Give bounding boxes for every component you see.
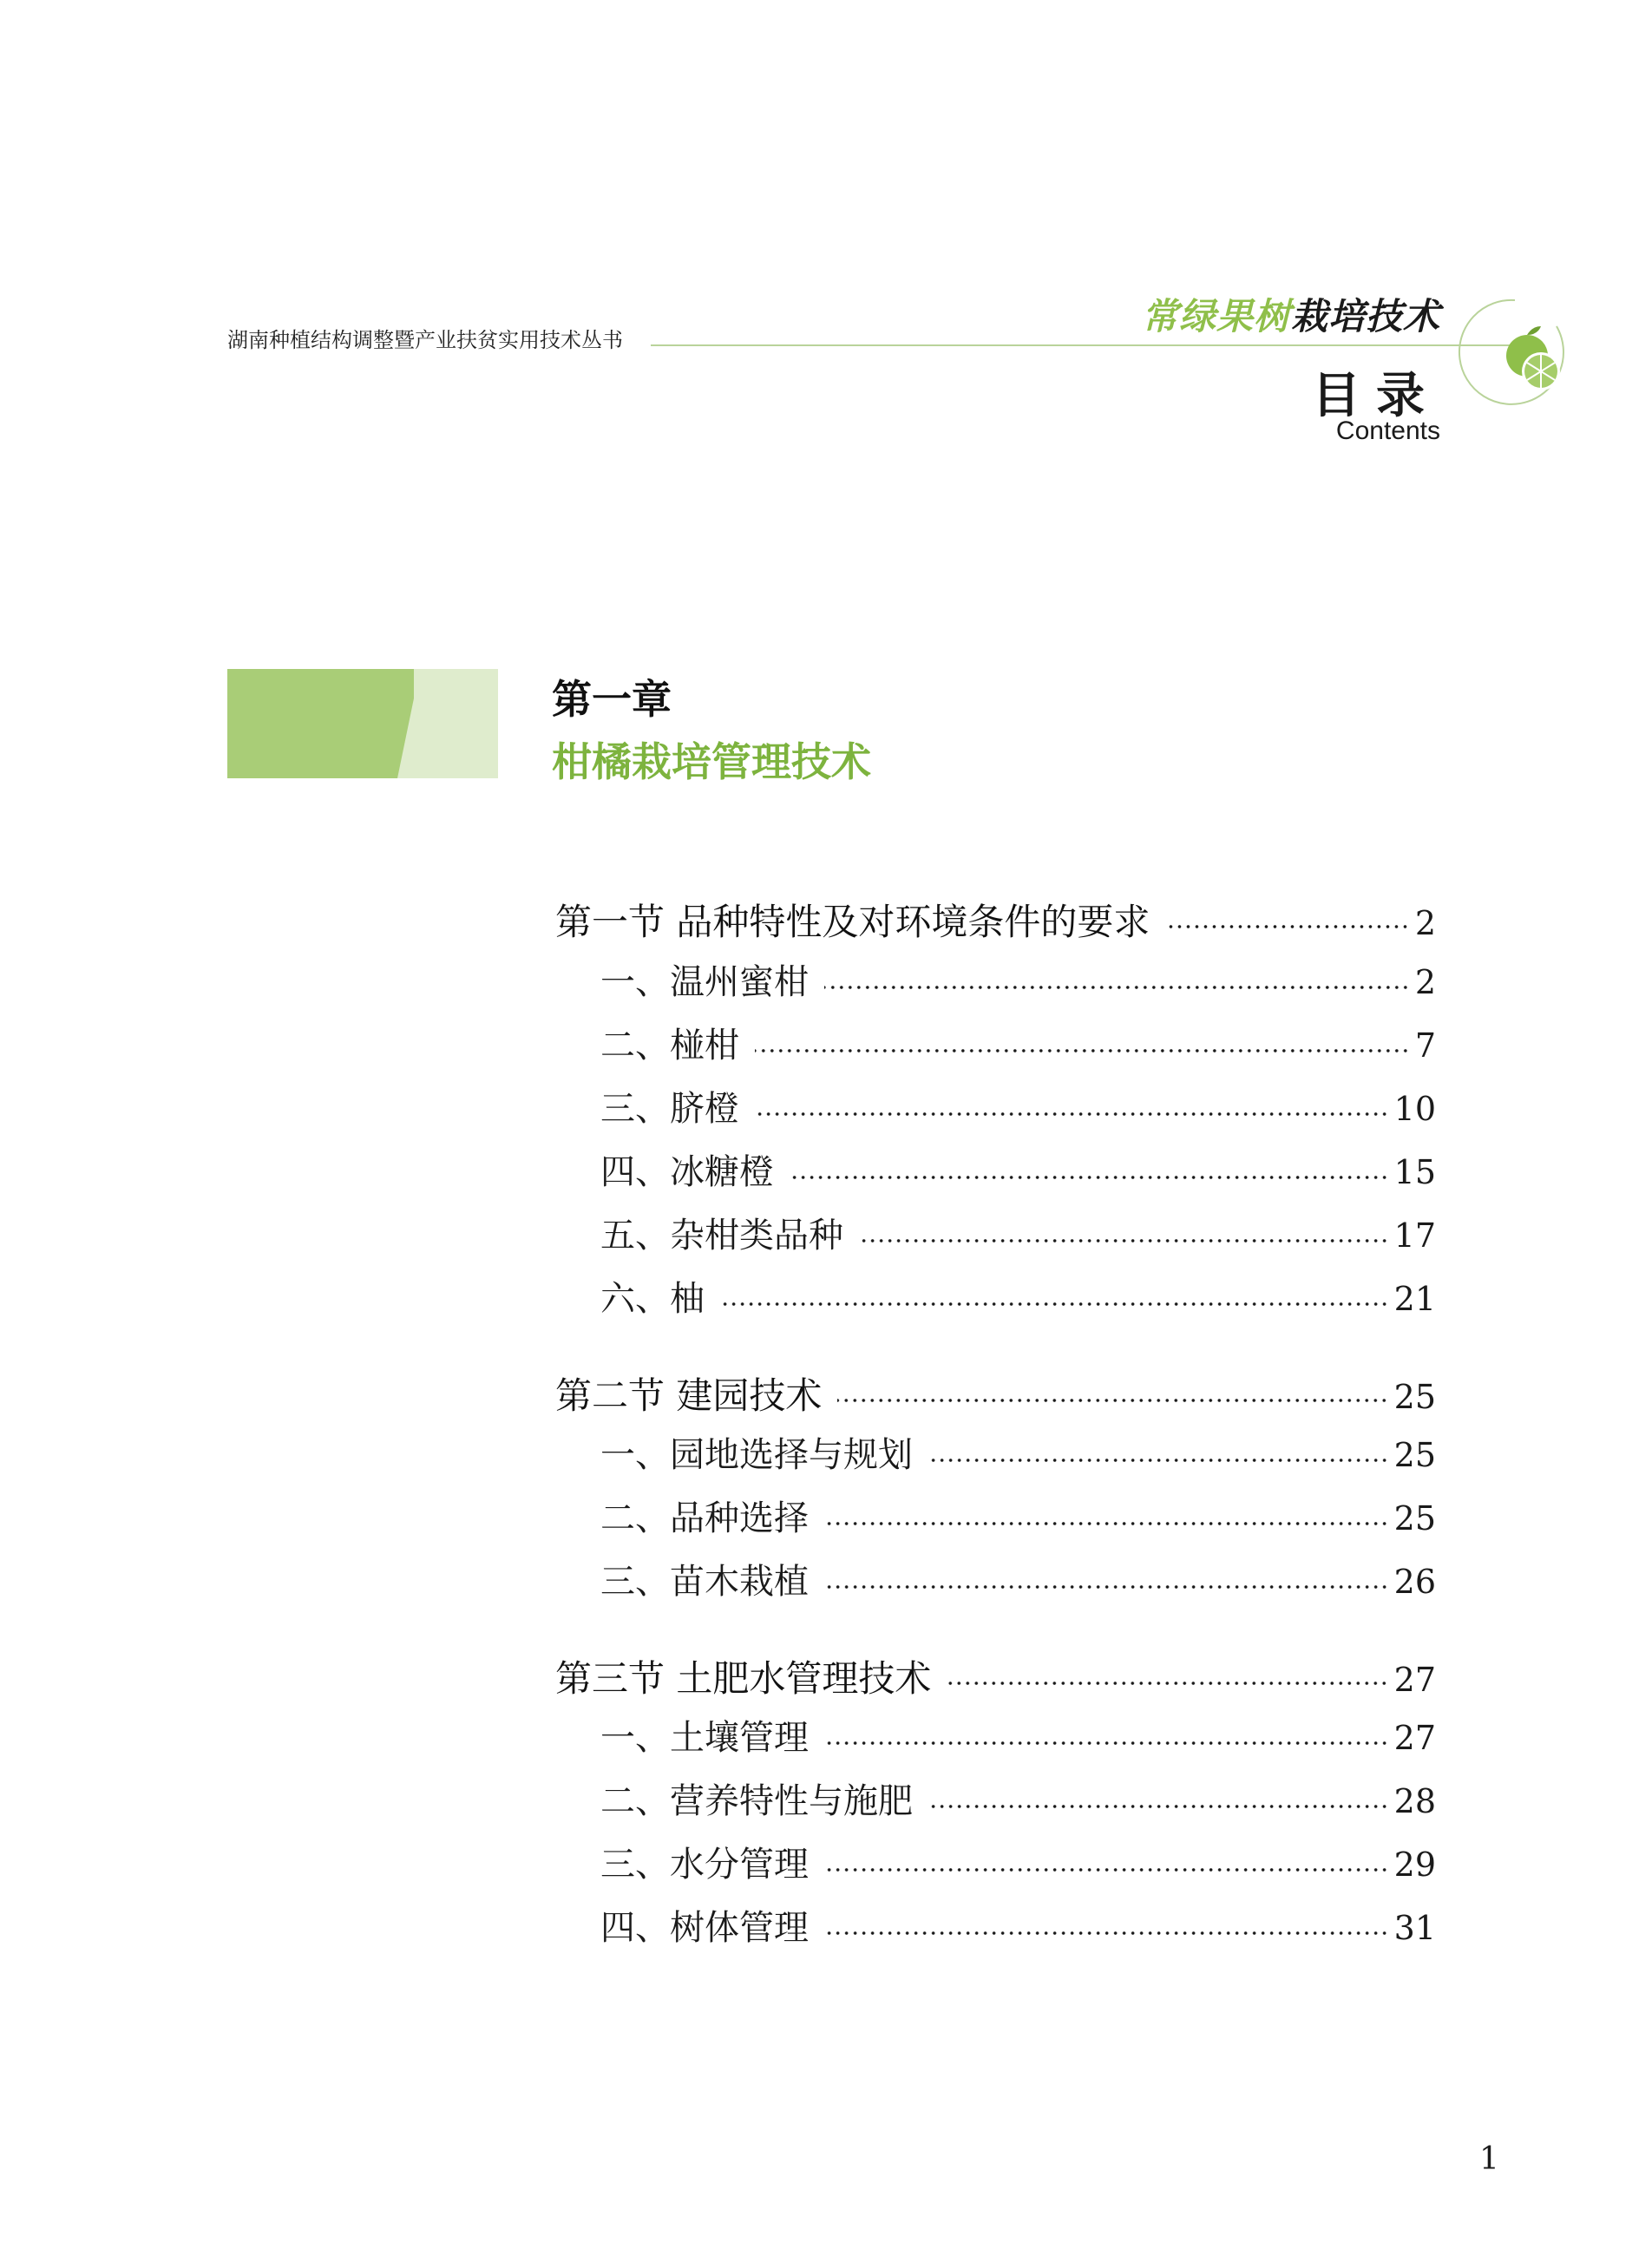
toc-entry-label: 一、温州蜜柑 (600, 962, 809, 1002)
toc-entry-label: 三、脐橙 (600, 1089, 739, 1129)
toc-entry-label: 二、椪柑 (600, 1026, 739, 1065)
dot-leader (755, 1111, 1389, 1117)
dot-leader (928, 1804, 1389, 1809)
dot-leader (824, 1584, 1389, 1590)
dot-leader (755, 1048, 1410, 1053)
dot-leader (1165, 924, 1409, 929)
toc-entry-label: 四、冰糖橙 (600, 1152, 774, 1192)
toc-page-number: 2 (1414, 904, 1436, 942)
citrus-logo-icon (1454, 293, 1572, 406)
dot-leader (824, 1931, 1389, 1936)
toc-page-number: 25 (1393, 1499, 1436, 1538)
book-title-main: 栽培技术 (1290, 295, 1440, 338)
toc-page-number: 25 (1393, 1378, 1436, 1416)
dot-leader (824, 985, 1410, 990)
toc-item-row[interactable] (600, 1271, 1436, 1323)
dot-leader (824, 1741, 1389, 1746)
toc-subtitle: Contents (1335, 416, 1440, 445)
header-rule (651, 344, 1536, 346)
dot-leader (720, 1301, 1389, 1307)
toc-entry-label: 三、苗木栽植 (600, 1562, 809, 1602)
toc-page-number: 29 (1393, 1846, 1436, 1884)
dot-leader (824, 1521, 1389, 1526)
toc-entry-label: 三、水分管理 (600, 1845, 809, 1885)
chapter-number-label: 第一章 (552, 676, 672, 723)
toc-item-row[interactable] (600, 1427, 1436, 1479)
dot-leader (837, 1398, 1388, 1403)
toc-page-number: 27 (1393, 1719, 1436, 1757)
toc-page-number: 21 (1393, 1280, 1436, 1318)
toc-item-row[interactable] (600, 1900, 1436, 1952)
page-number: 1 (1479, 2141, 1499, 2177)
toc-page-number: 17 (1393, 1216, 1436, 1255)
toc-page-number: 10 (1393, 1090, 1436, 1128)
chapter-title: 柑橘栽培管理技术 (552, 738, 871, 785)
toc-item-row[interactable] (600, 1208, 1436, 1260)
dot-leader (859, 1238, 1389, 1243)
chapter-number-block (227, 669, 498, 778)
toc-page-number: 15 (1393, 1153, 1436, 1191)
toc-entry-label: 一、土壤管理 (600, 1718, 809, 1758)
series-title: 湖南种植结构调整暨产业扶贫实用技术丛书 (227, 328, 623, 352)
toc-page-number: 2 (1414, 963, 1436, 1001)
toc-item-row[interactable] (600, 1554, 1436, 1606)
toc-page-number: 27 (1393, 1661, 1436, 1699)
toc-item-row[interactable] (600, 1774, 1436, 1826)
toc-entry-label: 二、品种选择 (600, 1498, 809, 1538)
toc-page-number: 26 (1393, 1563, 1436, 1601)
toc-item-row[interactable] (600, 1491, 1436, 1543)
toc-entry-label: 二、营养特性与施肥 (600, 1781, 913, 1821)
toc-entry-label: 一、园地选择与规划 (600, 1435, 913, 1475)
toc-item-row[interactable] (600, 1144, 1436, 1197)
toc-page-number: 7 (1414, 1026, 1436, 1065)
dot-leader (947, 1681, 1388, 1686)
toc-item-row[interactable] (600, 1018, 1436, 1070)
toc-title: 目录 (1312, 368, 1440, 424)
toc-section-row[interactable] (555, 1367, 1436, 1419)
toc-item-row[interactable] (600, 954, 1436, 1006)
toc-item-row[interactable] (600, 1081, 1436, 1133)
toc-entry-label: 第三节 土肥水管理技术 (555, 1657, 932, 1700)
toc-entry-label: 四、树体管理 (600, 1908, 809, 1948)
toc-section-row[interactable] (555, 894, 1436, 946)
dot-leader (790, 1175, 1389, 1180)
toc-item-row[interactable] (600, 1710, 1436, 1762)
toc-page-number: 31 (1393, 1909, 1436, 1947)
book-title (1142, 288, 1440, 340)
book-title-accent: 常绿果树 (1141, 295, 1291, 338)
toc-page-number: 25 (1393, 1436, 1436, 1474)
dot-leader (824, 1867, 1389, 1872)
toc-item-row[interactable] (600, 1837, 1436, 1889)
toc-section-row[interactable] (555, 1650, 1436, 1702)
dot-leader (928, 1458, 1389, 1463)
toc-entry-label: 第二节 建园技术 (555, 1374, 823, 1417)
toc-entry-label: 第一节 品种特性及对环境条件的要求 (555, 901, 1150, 943)
toc-entry-label: 六、柚 (600, 1279, 705, 1319)
toc-page-number: 28 (1393, 1782, 1436, 1820)
toc-entry-label: 五、杂柑类品种 (600, 1216, 843, 1256)
